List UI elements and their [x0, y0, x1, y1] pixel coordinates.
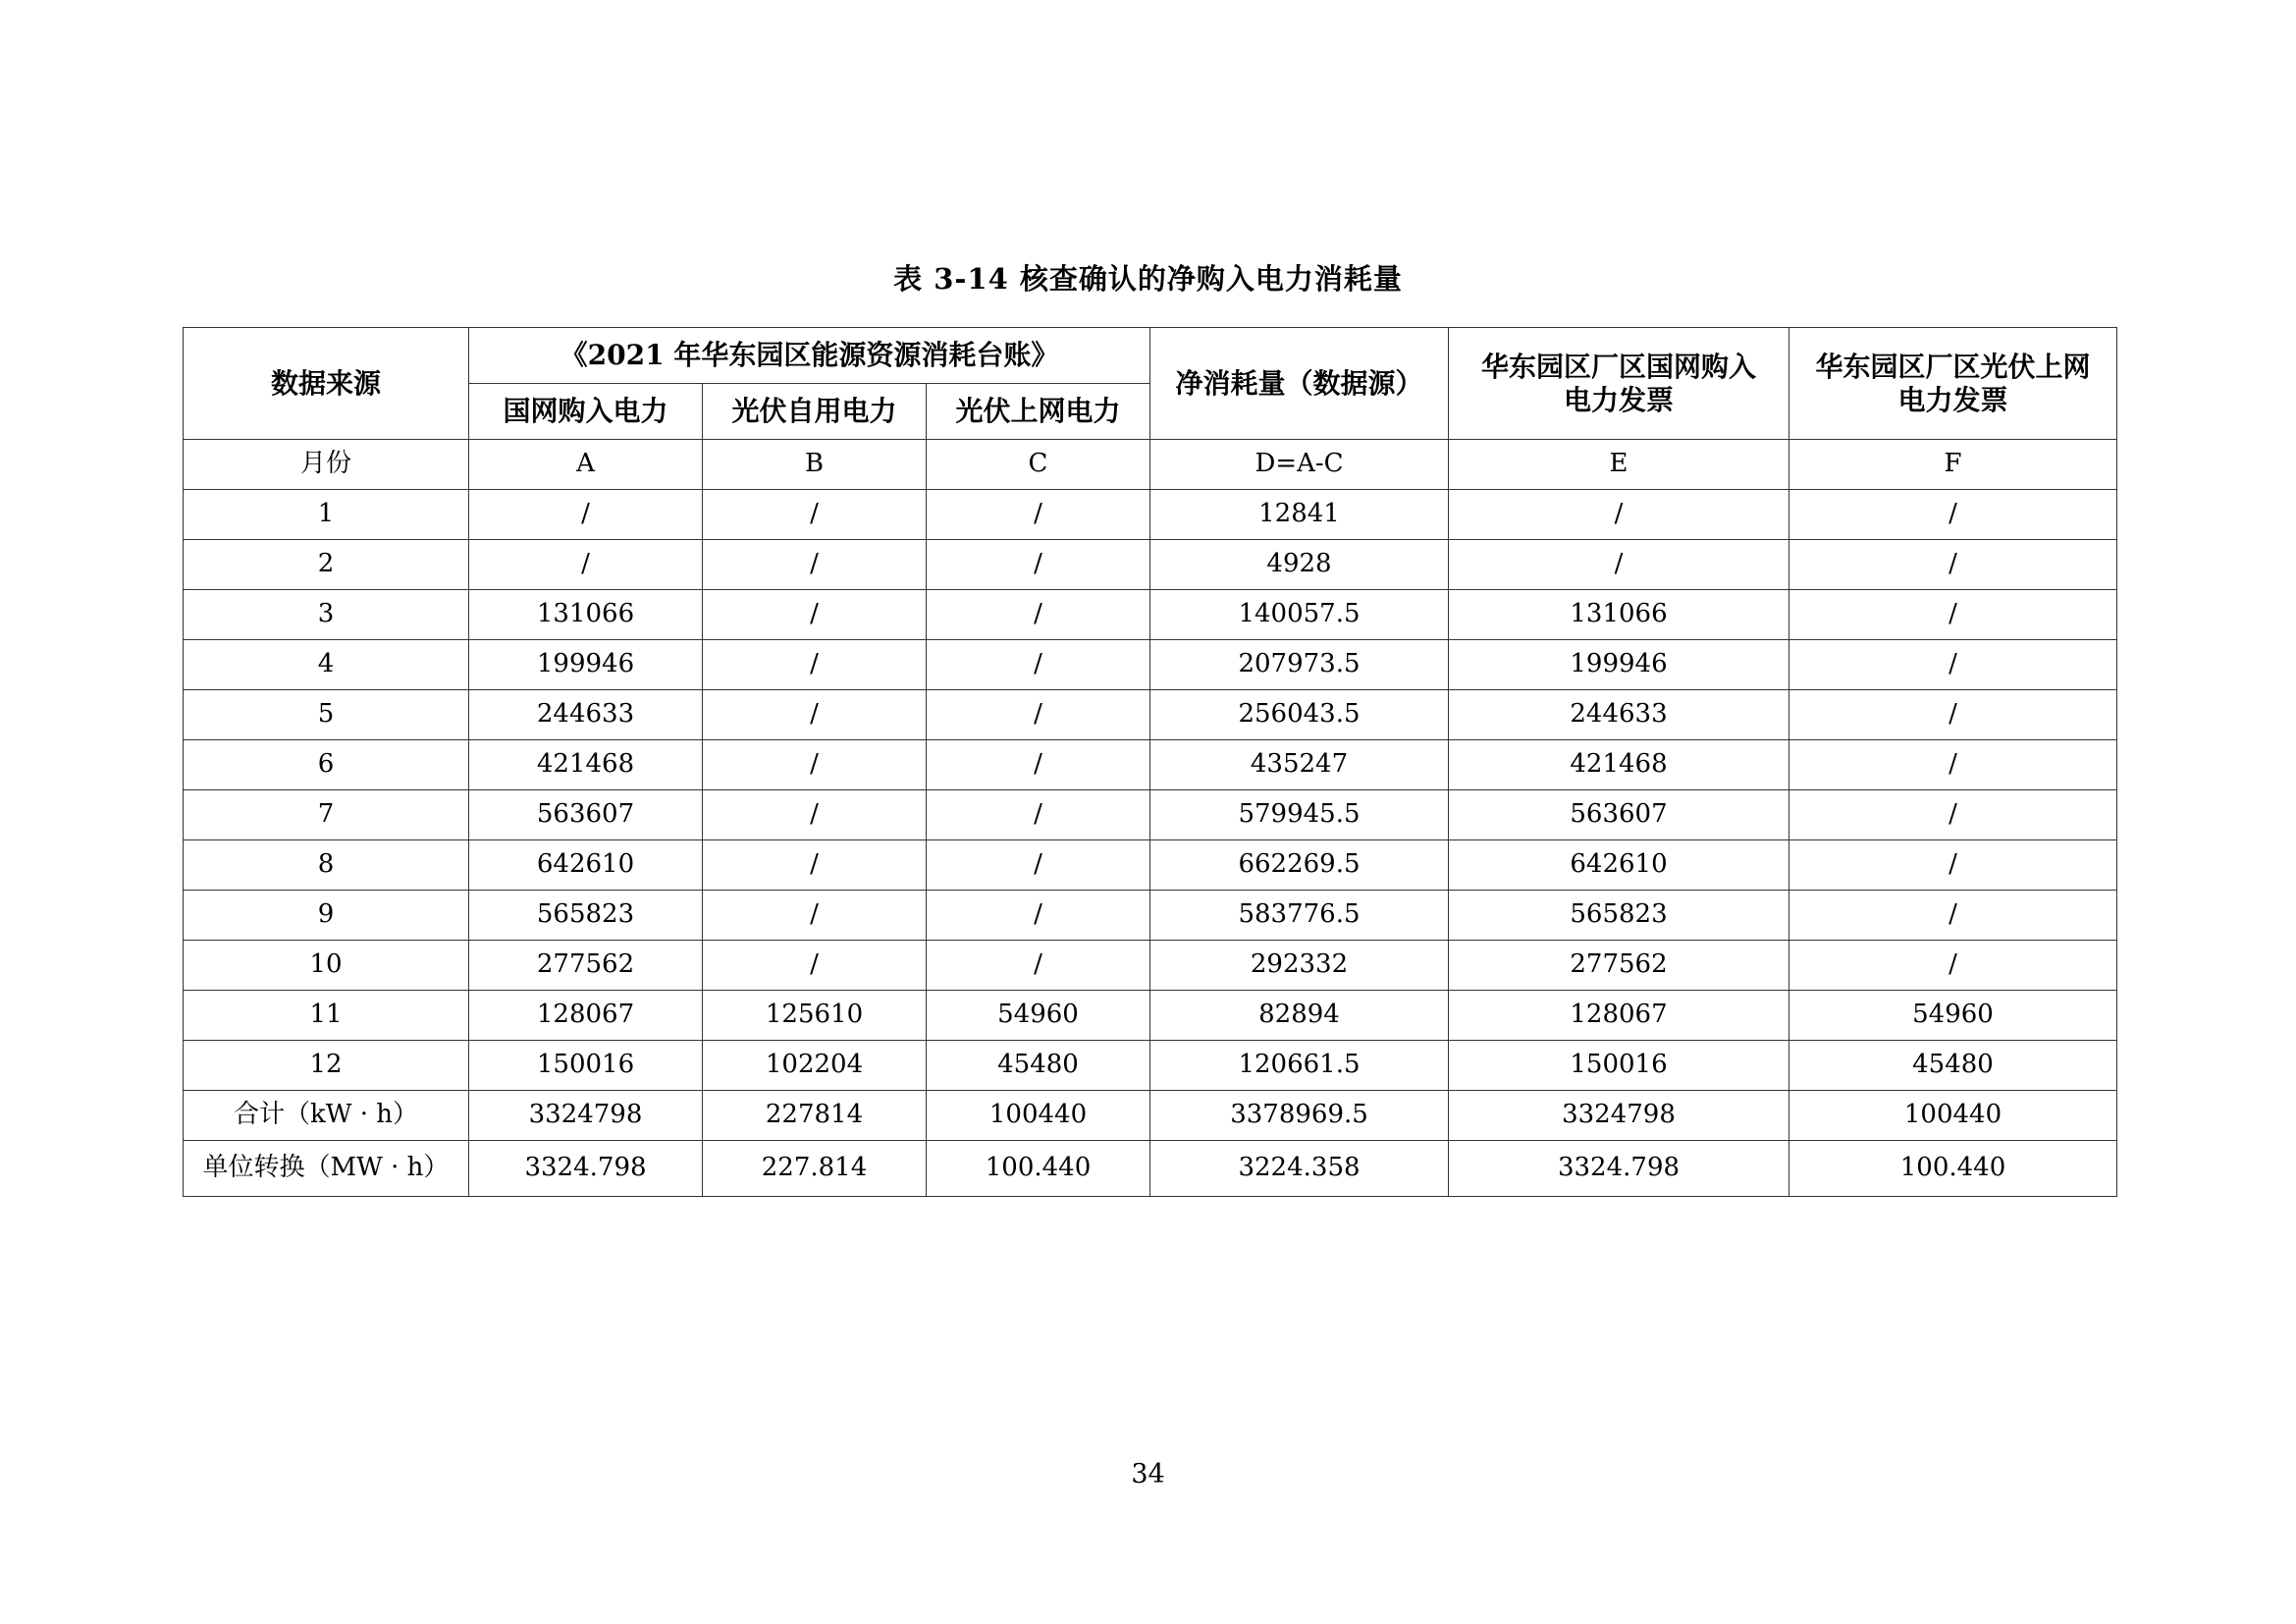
table-cell: 292332 [1150, 941, 1449, 991]
header-grid-invoice-line1: 华东园区厂区国网购入 [1480, 350, 1756, 383]
table-cell: / [1789, 840, 2117, 891]
table-cell: 4928 [1150, 540, 1449, 590]
table-cell: 244633 [469, 690, 703, 740]
table-cell: 140057.5 [1150, 590, 1449, 640]
table-row [184, 590, 2117, 640]
header-ledger: 《2021 年华东园区能源资源消耗台账》 [469, 328, 1150, 384]
table-cell: 4 [184, 640, 469, 690]
unit-conversion-row [184, 1141, 2117, 1197]
table-cell: 100.440 [1789, 1141, 2117, 1197]
table-cell: B [703, 440, 927, 490]
table-cell: / [703, 840, 927, 891]
table-cell: 583776.5 [1150, 891, 1449, 941]
table-cell: / [703, 540, 927, 590]
table-cell: / [1789, 891, 2117, 941]
table-row [184, 690, 2117, 740]
table-cell: 102204 [703, 1041, 927, 1091]
table-row [184, 490, 2117, 540]
table-cell: 3378969.5 [1150, 1091, 1449, 1141]
table-cell: 82894 [1150, 991, 1449, 1041]
table-cell: / [703, 891, 927, 941]
table-cell: 662269.5 [1150, 840, 1449, 891]
table-cell: 565823 [1449, 891, 1789, 941]
table-row [184, 540, 2117, 590]
table-cell: / [703, 790, 927, 840]
table-cell: 11 [184, 991, 469, 1041]
table-cell: 45480 [927, 1041, 1150, 1091]
header-grid-invoice-line2: 电力发票 [1563, 383, 1674, 416]
table-row [184, 991, 2117, 1041]
table-cell: 256043.5 [1150, 690, 1449, 740]
table-cell: 421468 [1449, 740, 1789, 790]
table-cell: 12 [184, 1041, 469, 1091]
table-cell: / [1789, 640, 2117, 690]
table-cell: 合计（kW · h） [184, 1091, 469, 1141]
column-label-row [184, 440, 2117, 490]
table-cell: / [1789, 490, 2117, 540]
table-cell: / [703, 740, 927, 790]
table-cell: 1 [184, 490, 469, 540]
table-row [184, 740, 2117, 790]
total-row [184, 1091, 2117, 1141]
table-caption: 表 3-14 核查确认的净购入电力消耗量 [893, 262, 1403, 296]
table-cell: 3324.798 [1449, 1141, 1789, 1197]
table-cell: 199946 [469, 640, 703, 690]
table-cell: 54960 [927, 991, 1150, 1041]
table-cell: / [1789, 690, 2117, 740]
table-cell: 8 [184, 840, 469, 891]
header-pv-self-use: 光伏自用电力 [703, 384, 927, 440]
table-cell: A [469, 440, 703, 490]
table-cell: / [927, 640, 1150, 690]
table-cell: / [469, 490, 703, 540]
table-cell: 月份 [184, 440, 469, 490]
page-number: 34 [1131, 1459, 1165, 1489]
table-cell: 199946 [1449, 640, 1789, 690]
table-cell: 3324.798 [469, 1141, 703, 1197]
table-cell: 579945.5 [1150, 790, 1449, 840]
header-net-consumption: 净消耗量（数据源） [1150, 328, 1449, 440]
table-cell: 435247 [1150, 740, 1449, 790]
table-cell: 642610 [469, 840, 703, 891]
table-cell: / [927, 941, 1150, 991]
table-cell: 150016 [469, 1041, 703, 1091]
table-cell: 9 [184, 891, 469, 941]
table-cell: / [703, 640, 927, 690]
table-cell: / [1789, 590, 2117, 640]
table-cell: 3 [184, 590, 469, 640]
table-cell: / [927, 740, 1150, 790]
header-pv-invoice-line1: 华东园区厂区光伏上网 [1815, 350, 2091, 383]
table-cell: 131066 [469, 590, 703, 640]
table-row [184, 790, 2117, 840]
table-cell: / [1789, 790, 2117, 840]
table-cell: 10 [184, 941, 469, 991]
table-cell: 642610 [1449, 840, 1789, 891]
header-row-1 [184, 328, 2117, 384]
header-data-source: 数据来源 [184, 328, 469, 440]
table-cell: D=A-C [1150, 440, 1449, 490]
table-row [184, 640, 2117, 690]
table-row [184, 1041, 2117, 1091]
table-cell: E [1449, 440, 1789, 490]
table-cell: / [1789, 740, 2117, 790]
table-cell: 3324798 [1449, 1091, 1789, 1141]
table-cell: 207973.5 [1150, 640, 1449, 690]
table-cell: 125610 [703, 991, 927, 1041]
table-cell: 277562 [469, 941, 703, 991]
table-cell: 150016 [1449, 1041, 1789, 1091]
table-cell: 565823 [469, 891, 703, 941]
table-cell: / [927, 891, 1150, 941]
table-cell: 131066 [1449, 590, 1789, 640]
header-grid-purchase: 国网购入电力 [469, 384, 703, 440]
table-cell: 45480 [1789, 1041, 2117, 1091]
table-cell: 6 [184, 740, 469, 790]
table-cell: / [703, 490, 927, 540]
table-cell: 227.814 [703, 1141, 927, 1197]
table-cell: / [1789, 540, 2117, 590]
table-cell: 563607 [469, 790, 703, 840]
table-cell: 5 [184, 690, 469, 740]
table-cell: 2 [184, 540, 469, 590]
electricity-consumption-table [183, 327, 2117, 1197]
table-cell: C [927, 440, 1150, 490]
table-cell: / [927, 590, 1150, 640]
table-cell: F [1789, 440, 2117, 490]
table-cell: 277562 [1449, 941, 1789, 991]
table-cell: 100.440 [927, 1141, 1150, 1197]
table-cell: / [927, 690, 1150, 740]
table-cell: / [1449, 490, 1789, 540]
table-cell: 3324798 [469, 1091, 703, 1141]
table-cell: 244633 [1449, 690, 1789, 740]
header-pv-invoice [1789, 328, 2117, 440]
table-cell: / [469, 540, 703, 590]
table-cell: / [927, 490, 1150, 540]
table-cell: / [703, 690, 927, 740]
table-cell: 128067 [1449, 991, 1789, 1041]
table-cell: 12841 [1150, 490, 1449, 540]
table-cell: 227814 [703, 1091, 927, 1141]
header-grid-invoice [1449, 328, 1789, 440]
table-cell: / [1789, 941, 2117, 991]
header-pv-invoice-line2: 电力发票 [1897, 383, 2008, 416]
table-cell: 54960 [1789, 991, 2117, 1041]
table-cell: 100440 [927, 1091, 1150, 1141]
table-cell: 128067 [469, 991, 703, 1041]
header-pv-to-grid: 光伏上网电力 [927, 384, 1150, 440]
table-cell: / [703, 941, 927, 991]
table-cell: 120661.5 [1150, 1041, 1449, 1091]
table-cell: / [927, 790, 1150, 840]
table-row [184, 891, 2117, 941]
table-cell: / [703, 590, 927, 640]
table-cell: 421468 [469, 740, 703, 790]
table-cell: 单位转换（MW · h） [184, 1141, 469, 1197]
table-row [184, 840, 2117, 891]
table-cell: 7 [184, 790, 469, 840]
table-cell: 563607 [1449, 790, 1789, 840]
table-cell: / [1449, 540, 1789, 590]
table-cell: / [927, 540, 1150, 590]
table-cell: 3224.358 [1150, 1141, 1449, 1197]
table-row [184, 941, 2117, 991]
table-cell: 100440 [1789, 1091, 2117, 1141]
table-cell: / [927, 840, 1150, 891]
